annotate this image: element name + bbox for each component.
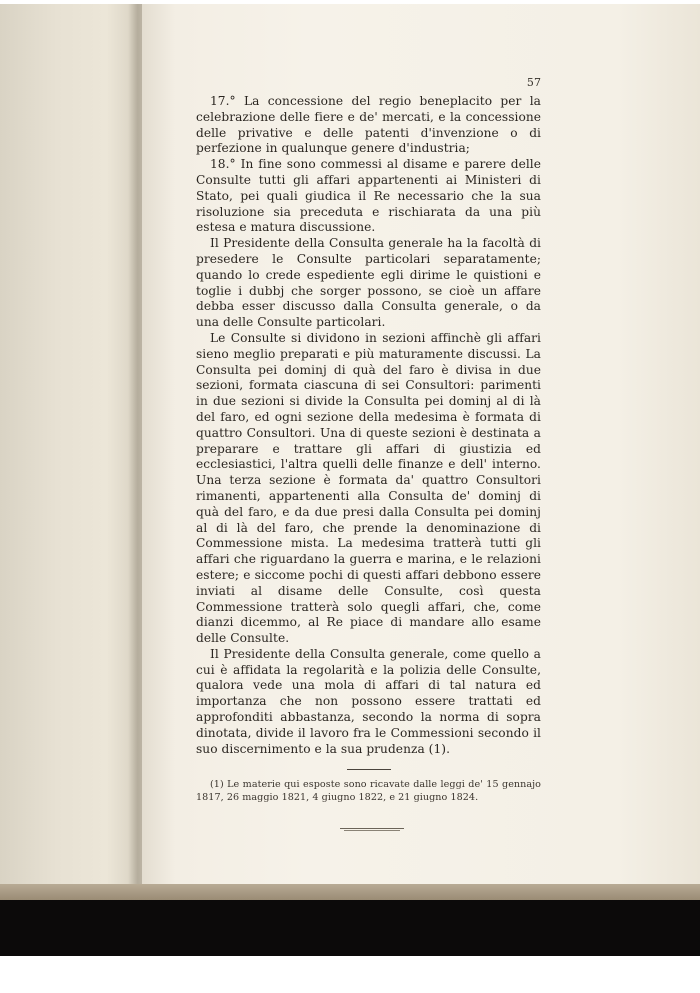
page-text-block: [196, 76, 541, 804]
page-number: 57: [526, 76, 541, 89]
scanner-background-band: [0, 900, 700, 956]
bottom-ornament-rule: [340, 828, 404, 829]
footnote: (1) Le materie qui esposte sono ricavate dalle leggi de' 15 gennajo 1817, 26 maggio 1821, 4 giugno 1822, e 21 giugno 1824.: [196, 779, 541, 804]
bottom-ornament-rule-thin: [344, 830, 400, 831]
paragraph-consulte-sezioni: Le Consulte si dividono in sezioni affinchè gli affari sieno meglio preparati e più maturamente discussi. La Consulta pei dominj di quà del faro è divisa in due sezioni, formata ciascuna di sei Consultori: parimenti in due sezioni si divide la Consulta pei dominj al di là del faro, ed ogni sezione della medesima è formata di quattro Consultori. Una di queste sezioni è destinata a preparare e trattare gli affari di giustizia ed ecclesiastici, l'altra quelli delle finanze e dell' interno. Una terza sezione è formata da' quattro Consultori rimanenti, appartenenti alla Consulta de' dominj di quà del faro, e da due presi dalla Consulta pei dominj al di là del faro, che prende la denominazione di Commessione mista. La medesima tratterà tutti gli affari che riguardano la guerra e marina, e le relazioni estere; e siccome pochi di questi affari debbono essere inviati al disame delle Consulte, così questa Commessione tratterà solo quegli affari, che, come dianzi dicemmo, al Re piace di mandare allo esame delle Consulte.: [196, 330, 541, 646]
paragraph-presidente-polizia: Il Presidente della Consulta generale, come quello a cui è affidata la regolarità e la polizia delle Consulte, qualora vede una mola di affari di tal natura ed importanza che non possono essere trattati ed approfonditi abbastanza, secondo la norma di sopra dinotata, divide il lavoro fra le Commessioni secondo il suo discernimento e la sua prudenza (1).: [196, 646, 541, 756]
footnote-separator: [347, 769, 391, 770]
scan-margin: [0, 956, 700, 993]
paragraph-presidente-facolta: Il Presidente della Consulta generale ha la facoltà di presedere le Consulte particolari separatamente; quando lo crede espediente egli dirime le quistioni e toglie i dubbj che sorger possono, se cioè un affare debba esser discusso dalla Consulta generale, o da una delle Consulte particolari.: [196, 236, 541, 330]
paragraph-item-17: 17.° La concessione del regio beneplacito per la celebrazione delle fiere e de' mercati, e la concessione delle privative e delle patenti d'invenzione o di perfezione in qualunque genere d'industria;: [196, 94, 541, 156]
left-page: [0, 4, 142, 892]
paragraph-item-18: 18.° In fine sono commessi al disame e parere delle Consulte tutti gli affari appartenenti ai Ministeri di Stato, pei quali giudica il Re necessario che la sua risoluzione sia preceduta e rischiarata da una più estesa e matura discussione.: [196, 157, 541, 235]
